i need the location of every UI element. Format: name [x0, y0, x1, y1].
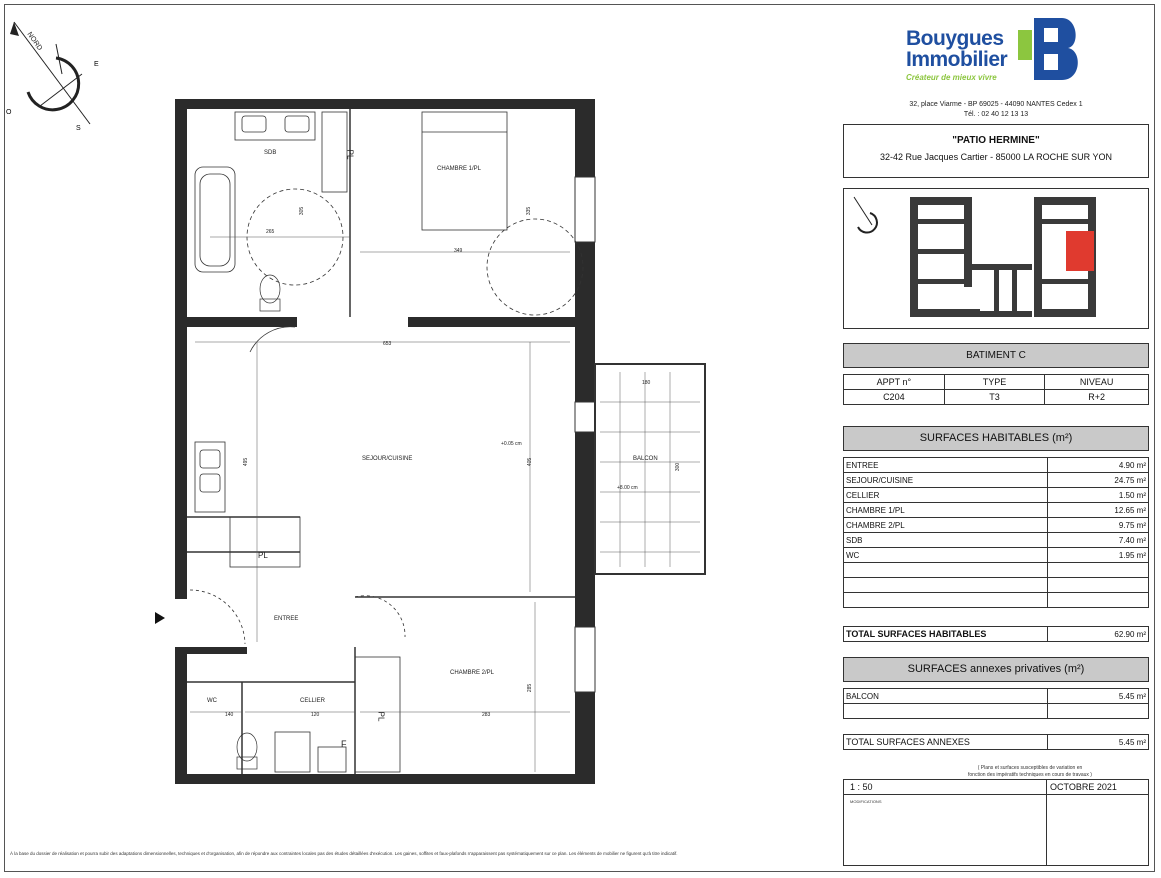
placard-label: PL: [376, 711, 386, 722]
annex-value: 5.45 m²: [1048, 689, 1149, 704]
room-chambre1: CHAMBRE 1/PL: [437, 166, 482, 172]
svg-text:S: S: [76, 125, 81, 132]
header-cell: TYPE: [944, 375, 1045, 390]
total-label: TOTAL SURFACES HABITABLES: [844, 627, 1048, 642]
table-row: [844, 548, 1149, 563]
key-plan: [844, 189, 1148, 328]
dim-label: 140: [225, 712, 234, 718]
table-row: [844, 578, 1149, 593]
modifications-label: MODIFICATIONS: [850, 799, 882, 804]
total-value: 62.90 m²: [1048, 627, 1149, 642]
dim-label: 653: [383, 341, 392, 347]
room-sdb: SDB: [264, 150, 277, 156]
annexes-title: SURFACES annexes privatives (m²): [843, 657, 1149, 682]
table-row: [844, 473, 1149, 488]
north-compass-icon: [0, 14, 110, 134]
brand-logo-icon: [1018, 18, 1084, 80]
svg-text:O: O: [6, 109, 12, 116]
fridge-label: F: [341, 739, 347, 749]
table-row: [844, 735, 1149, 750]
dim-label: 180: [642, 380, 651, 386]
surface-value: 9.75 m²: [1048, 518, 1149, 533]
total-label: TOTAL SURFACES ANNEXES: [844, 735, 1048, 750]
surface-label: SEJOUR/CUISINE: [844, 473, 1048, 488]
table-row: [844, 488, 1149, 503]
brand-address-1: 32, place Viarme - BP 69025 - 44090 NANTES Cedex 1: [909, 101, 1083, 108]
empty-cell: [1048, 593, 1149, 608]
brand-tagline: Créateur de mieux vivre: [906, 73, 997, 82]
plan-note-1: ( Plans et surfaces susceptibles de variation en: [977, 765, 1083, 771]
empty-cell: [844, 704, 1048, 719]
surfaces-title: SURFACES HABITABLES (m²): [843, 426, 1149, 451]
level-label: +8.00 cm: [617, 485, 638, 491]
room-entree: ENTREE: [274, 616, 299, 622]
project-address: 32-42 Rue Jacques Cartier - 85000 LA ROCHE SUR YON: [880, 152, 1112, 162]
header-cell: NIVEAU: [1045, 375, 1149, 390]
building-table: [843, 374, 1149, 405]
svg-text:E: E: [94, 61, 99, 68]
surface-label: WC: [844, 548, 1048, 563]
level-label: +0.05 cm: [501, 441, 522, 447]
table-row: [844, 458, 1149, 473]
empty-cell: [1048, 704, 1149, 719]
table-row: [844, 390, 1149, 405]
surface-value: 7.40 m²: [1048, 533, 1149, 548]
scale-label: 1 : 50: [850, 782, 873, 792]
surface-value: 4.90 m²: [1048, 458, 1149, 473]
table-row: [844, 503, 1149, 518]
dim-label: 300: [675, 462, 682, 472]
value-cell: C204: [844, 390, 945, 405]
dim-label: 305: [299, 206, 306, 216]
surfaces-total: [843, 626, 1149, 642]
header-cell: APPT n°: [844, 375, 945, 390]
key-plan-box: [843, 188, 1149, 329]
dim-label: 120: [311, 712, 320, 718]
table-row: [844, 563, 1149, 578]
compass-label: NORD: [25, 31, 44, 52]
total-value: 5.45 m²: [1048, 735, 1149, 750]
surface-value: 1.95 m²: [1048, 548, 1149, 563]
footer-note: À la base du dossier de réalisation et pourra subir des adaptations dimensionnelles, techniques et d'organisation, afin de répondre aux contraintes locales pas des études détaillées d'exécution. Les gaines, soffites et faux-plafonds n'apparaissent pas systématiquement sur ce plan. Les éléments de mobilier ne figurent qu'à titre indicatif.: [10, 851, 678, 856]
room-chambre2: CHAMBRE 2/PL: [450, 670, 495, 676]
dim-label: 405: [527, 457, 534, 467]
placard-label: PL: [345, 149, 355, 160]
empty-cell: [1048, 563, 1149, 578]
brand-name: [906, 28, 1007, 70]
project-name: "PATIO HERMINE": [952, 135, 1040, 146]
empty-cell: [844, 593, 1048, 608]
dim-label: 285: [527, 683, 534, 693]
dim-label: 283: [482, 712, 491, 718]
placard-label: PL: [258, 551, 268, 560]
table-row: [844, 533, 1149, 548]
dim-label: 335: [526, 206, 533, 216]
surface-label: SDB: [844, 533, 1048, 548]
room-wc: WC: [207, 698, 217, 704]
annexes-table: [843, 688, 1149, 719]
annexes-total: [843, 734, 1149, 750]
empty-cell: [844, 563, 1048, 578]
brand-name-line1: Bouygues: [906, 27, 1004, 50]
floor-plan: [150, 92, 720, 792]
plan-note-2: fonction des impératifs techniques en cours de travaux ): [968, 772, 1092, 778]
annex-label: BALCON: [844, 689, 1048, 704]
surface-value: 12.65 m²: [1048, 503, 1149, 518]
room-sejour: SEJOUR/CUISINE: [362, 456, 413, 462]
cartouche-divider: [1046, 780, 1047, 865]
project-box: [843, 124, 1149, 178]
surface-value: 24.75 m²: [1048, 473, 1149, 488]
table-row: [844, 593, 1149, 608]
table-row: [844, 518, 1149, 533]
building-title: BATIMENT C: [843, 343, 1149, 368]
apartment-highlight: [1066, 231, 1094, 271]
value-cell: T3: [944, 390, 1045, 405]
cartouche-box: [843, 779, 1149, 866]
empty-cell: [1048, 578, 1149, 593]
dim-label: 349: [454, 248, 463, 254]
value-cell: R+2: [1045, 390, 1149, 405]
room-balcon: BALCON: [633, 456, 658, 462]
table-row: [844, 627, 1149, 642]
brand-address-2: Tél. : 02 40 12 13 13: [963, 111, 1029, 118]
surfaces-table: [843, 457, 1149, 608]
date-label: OCTOBRE 2021: [1050, 782, 1117, 792]
empty-cell: [844, 578, 1048, 593]
surface-value: 1.50 m²: [1048, 488, 1149, 503]
table-row: [844, 375, 1149, 390]
room-cellier: CELLIER: [300, 698, 326, 704]
surface-label: CHAMBRE 1/PL: [844, 503, 1048, 518]
table-row: [844, 704, 1149, 719]
table-row: [844, 689, 1149, 704]
surface-label: CELLIER: [844, 488, 1048, 503]
brand-name-line2: Immobilier: [906, 48, 1008, 71]
surface-label: ENTREE: [844, 458, 1048, 473]
surface-label: CHAMBRE 2/PL: [844, 518, 1048, 533]
dim-label: 265: [266, 229, 275, 235]
cartouche-rule: [844, 794, 1148, 795]
dim-label: 495: [243, 457, 250, 467]
